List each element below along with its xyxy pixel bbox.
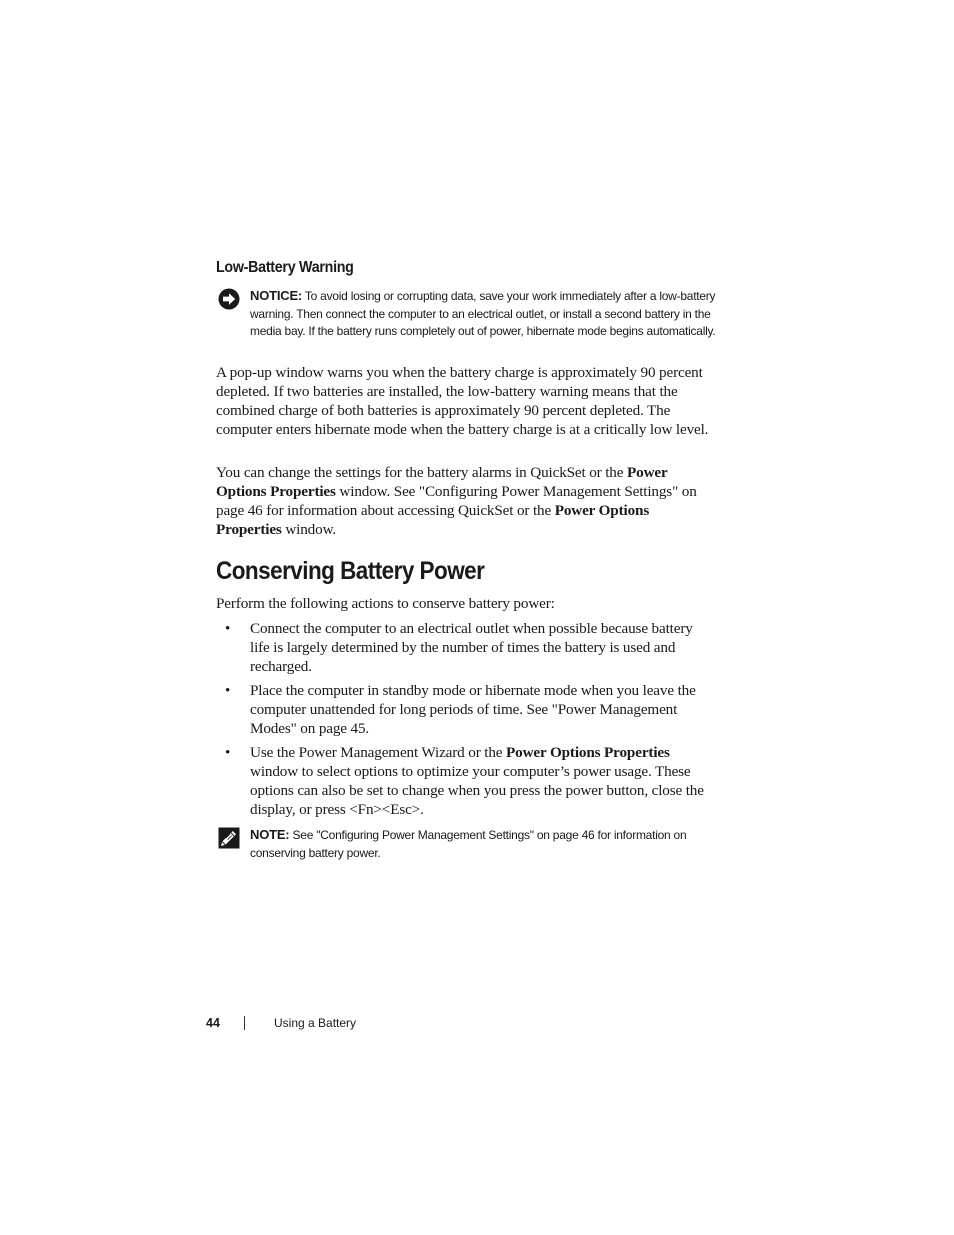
page-number: 44	[206, 1016, 220, 1030]
conserving-bullet-list	[216, 620, 716, 826]
notice-callout	[216, 287, 716, 341]
bullet-text: Connect the computer to an electrical outlet when possible because battery life is largely determined by the number of times the battery is used and recharged.	[250, 620, 693, 675]
popup-warning-paragraph: A pop-up window warns you when the battery charge is approximately 90 percent depleted. If two batteries are installed, the low-battery warning means that the combined charge of both batteries is approximately 90 percent depleted. The computer enters hibernate mode when the battery charge is at a critically low level.	[216, 364, 709, 438]
note-label: NOTE:	[250, 827, 290, 842]
bullet-marker: •	[225, 682, 231, 700]
low-battery-heading: Low-Battery Warning	[216, 259, 354, 276]
notice-arrow-icon	[218, 288, 240, 310]
notice-body: To avoid losing or corrupting data, save your work immediately after a low-battery warning. Then connect the computer to an electrical outlet, or install a second battery in the media bay. If the battery runs completely out of power, hibernate mode begins automatically.	[250, 289, 716, 338]
power-options-properties-term-3: Power Options Properties	[506, 744, 670, 762]
note-pencil-icon	[218, 827, 240, 849]
power-options-properties-term-1: Power Options Properties	[216, 464, 668, 500]
note-callout	[216, 826, 716, 862]
bullet-marker: •	[225, 620, 231, 637]
alarm-settings-text-1: You can change the settings for the battery alarms in QuickSet or the	[216, 464, 627, 481]
bullet-text-2: window to select options to optimize your computer’s power usage. These options can also be set to change when you press the power button, close the display, or press <Fn><Esc>.	[250, 763, 704, 819]
page-footer	[206, 1016, 356, 1030]
list-item	[216, 744, 712, 820]
list-item	[216, 620, 712, 677]
alarm-settings-text-2: window. See "Configuring Power Management Settings" on page 46 for information about accessing QuickSet or the	[216, 482, 697, 519]
list-item	[216, 682, 712, 739]
power-options-properties-term-2: Power Options Properties	[216, 501, 650, 538]
note-body: See "Configuring Power Management Settings" on page 46 for information on conserving battery power.	[250, 828, 687, 860]
bullet-marker: •	[225, 744, 231, 762]
conserving-intro: Perform the following actions to conserve battery power:	[216, 595, 555, 612]
alarm-settings-paragraph	[216, 464, 712, 540]
bullet-text: Place the computer in standby mode or hibernate mode when you leave the computer unattended for long periods of time. See "Power Management Modes" on page 45.	[250, 682, 696, 738]
notice-text	[250, 287, 716, 341]
bullet-text-1: Use the Power Management Wizard or the	[250, 744, 507, 762]
footer-section-title: Using a Battery	[274, 1016, 357, 1030]
footer-divider	[244, 1016, 245, 1030]
notice-label: NOTICE:	[250, 288, 303, 303]
conserving-heading: Conserving Battery Power	[216, 557, 485, 585]
note-text	[250, 826, 716, 862]
alarm-settings-text-3: window.	[281, 520, 337, 538]
